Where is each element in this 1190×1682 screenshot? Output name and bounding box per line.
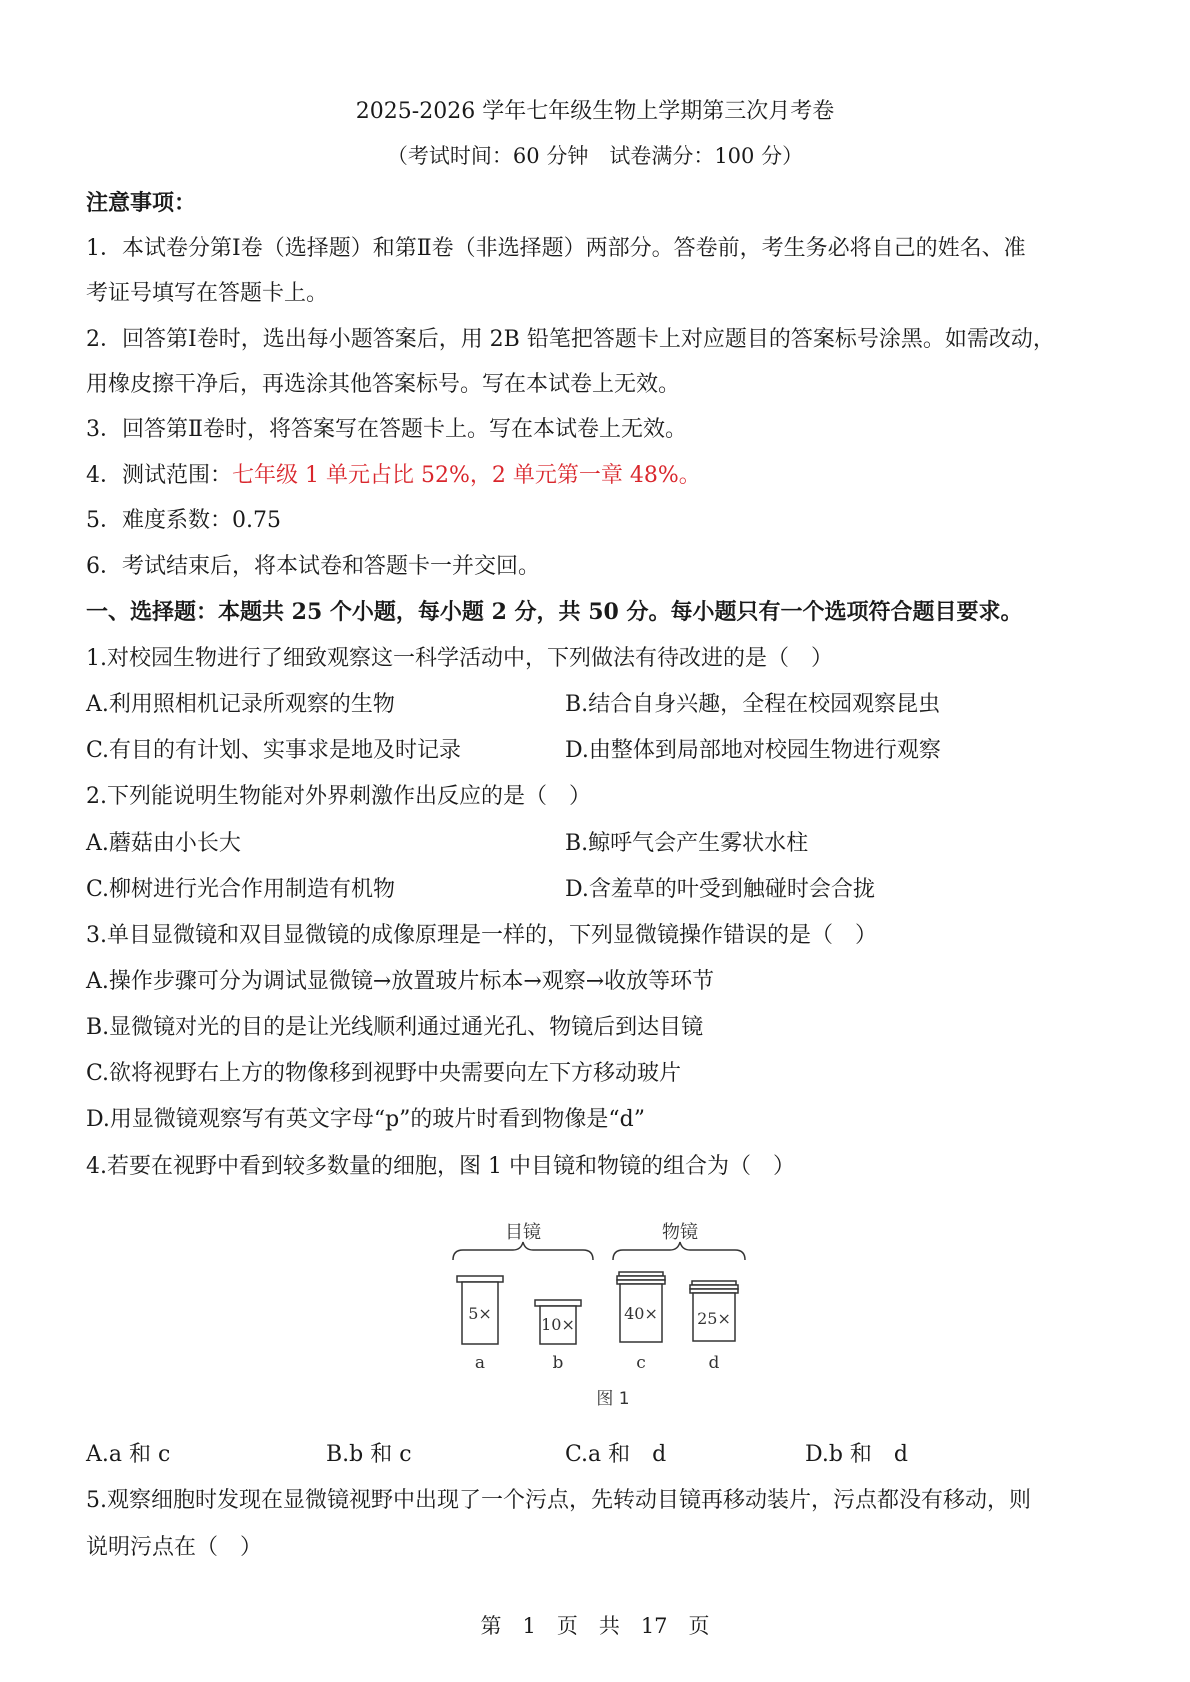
note-2-line-2: 用橡皮擦干净后，再选涂其他答案标号。写在本试卷上无效。 (86, 372, 681, 397)
q1-stem: 1.对校园生物进行了细致观察这一科学活动中，下列做法有待改进的是（ ） (86, 646, 833, 671)
q4-option-d: D.b 和 d (805, 1442, 909, 1467)
q3-option-d: D.用显微镜观察写有英文字母“p”的玻片时看到物像是“d” (86, 1107, 646, 1132)
note-1-line-2: 考证号填写在答题卡上。 (86, 281, 329, 306)
lens-b (535, 1300, 581, 1344)
lens-c-letter: c (636, 1353, 646, 1373)
exam-title: 2025-2026 学年七年级生物上学期第三次月考卷 (355, 99, 835, 124)
q1-option-b: B.结合自身兴趣，全程在校园观察昆虫 (565, 692, 941, 717)
q3-option-b: B.显微镜对光的目的是让光线顺利通过通光孔、物镜后到达目镜 (86, 1015, 704, 1040)
q5-stem-line-2: 说明污点在（ ） (86, 1535, 263, 1560)
lens-a (457, 1276, 503, 1344)
q2-option-b: B.鲸呼气会产生雾状水柱 (565, 831, 809, 856)
figure-1-caption: 图 1 (596, 1389, 630, 1409)
q3-stem: 3.单目显微镜和双目显微镜的成像原理是一样的，下列显微镜操作错误的是（ ） (86, 923, 877, 948)
q3-option-a: A.操作步骤可分为调试显微镜→放置玻片标本→观察→收放等环节 (86, 969, 715, 994)
eyepiece-brace (453, 1242, 593, 1260)
q4-option-c: C.a 和 d (565, 1442, 667, 1467)
lens-a-power: 5× (468, 1304, 492, 1323)
lens-c-power: 40× (624, 1304, 658, 1323)
objective-brace (613, 1242, 745, 1260)
note-4-scope: 七年级 1 单元占比 52%，2 单元第一章 48%。 (232, 463, 701, 488)
figure-1-lenses (445, 1218, 765, 1418)
q4-option-b: B.b 和 c (326, 1442, 412, 1467)
q2-option-d: D.含羞草的叶受到触碰时会合拢 (565, 877, 875, 902)
q2-option-a: A.蘑菇由小长大 (86, 831, 241, 856)
q1-option-c: C.有目的有计划、实事求是地及时记录 (86, 738, 462, 763)
note-6: 6．考试结束后，将本试卷和答题卡一并交回。 (86, 554, 540, 579)
note-1-line-1: 1．本试卷分第Ⅰ卷（选择题）和第Ⅱ卷（非选择题）两部分。答卷前，考生务必将自己的姓名、准 (86, 236, 1026, 261)
objective-label: 物镜 (662, 1222, 698, 1243)
lens-b-letter: b (552, 1353, 564, 1373)
q3-option-c: C.欲将视野右上方的物像移到视野中央需要向左下方移动玻片 (86, 1061, 682, 1086)
note-4-label: 4．测试范围： (86, 463, 232, 488)
note-4 (86, 458, 701, 489)
lens-d (690, 1281, 738, 1341)
q5-stem-line-1: 5.观察细胞时发现在显微镜视野中出现了一个污点，先转动目镜再移动装片，污点都没有移动，则 (86, 1488, 1031, 1513)
q1-option-a: A.利用照相机记录所观察的生物 (86, 692, 395, 717)
section-1-heading: 一、选择题：本题共 25 个小题，每小题 2 分，共 50 分。每小题只有一个选项符合题目要求。 (86, 599, 1023, 625)
lens-d-power: 25× (697, 1309, 731, 1328)
notes-heading: 注意事项： (86, 190, 197, 216)
q4-option-a: A.a 和 c (86, 1442, 171, 1467)
lens-b-power: 10× (541, 1315, 575, 1334)
q1-option-d: D.由整体到局部地对校园生物进行观察 (565, 738, 941, 763)
lens-c (617, 1272, 665, 1342)
note-5: 5．难度系数：0.75 (86, 508, 281, 533)
note-2-line-1: 2．回答第Ⅰ卷时，选出每小题答案后，用 2B 铅笔把答题卡上对应题目的答案标号涂黑。如需改动， (86, 327, 1055, 352)
q2-stem: 2.下列能说明生物能对外界刺激作出反应的是（ ） (86, 784, 591, 809)
page-number: 第 1 页 共 17 页 (480, 1614, 710, 1638)
lens-d-letter: d (708, 1353, 720, 1373)
q4-stem: 4.若要在视野中看到较多数量的细胞，图 1 中目镜和物镜的组合为（ ） (86, 1154, 795, 1179)
q2-option-c: C.柳树进行光合作用制造有机物 (86, 877, 396, 902)
eyepiece-label: 目镜 (505, 1222, 541, 1243)
exam-subtitle: （考试时间：60 分钟 试卷满分：100 分） (386, 144, 804, 168)
lens-a-letter: a (474, 1353, 486, 1373)
note-3: 3．回答第Ⅱ卷时，将答案写在答题卡上。写在本试卷上无效。 (86, 417, 687, 442)
